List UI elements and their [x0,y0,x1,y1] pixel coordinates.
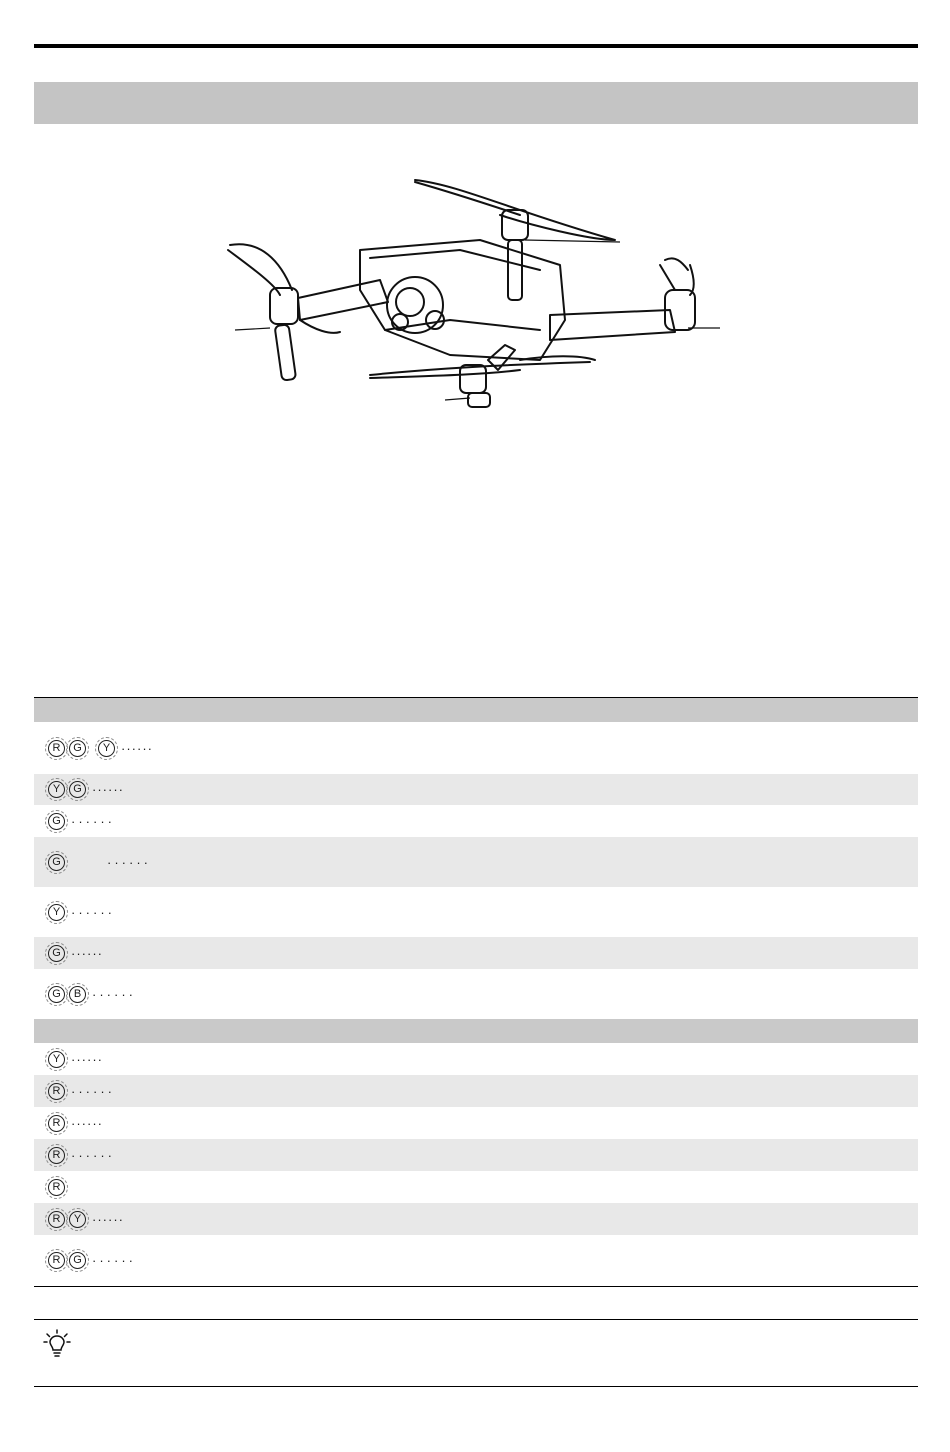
led-indicator-icon: R [48,740,65,757]
led-dots: ······ [92,1252,136,1268]
led-status-table [34,697,918,1285]
led-dots: ······ [71,945,103,961]
led-dots: ······ [92,782,124,797]
led-dots: ······ [71,904,115,920]
normal-states-header [34,698,918,722]
led-dots: ······ [92,1211,124,1227]
lightbulb-icon [42,1328,72,1358]
led-dots: ······ [71,1051,103,1067]
top-rule [34,44,918,48]
led-indicator-icon: G [48,854,65,871]
led-dots: ······ [71,813,115,829]
led-indicator-icon: R [48,1083,65,1100]
table-row [34,837,918,887]
table-row [34,1171,918,1203]
table-row [34,887,918,937]
table-row [34,1075,918,1107]
led-indicator-icon: R [48,1179,65,1196]
table-row [34,774,918,805]
divider [34,1319,918,1320]
led-indicator-icon: R [48,1115,65,1132]
led-dots: ······ [121,740,153,756]
led-indicator-icon: R [48,1211,65,1228]
table-row [34,1139,918,1171]
led-indicator-icon: Y [69,1211,86,1228]
led-indicator-icon: G [69,781,86,798]
led-indicator-icon: G [48,813,65,830]
led-indicator-icon: Y [48,904,65,921]
led-dots: ······ [92,986,136,1002]
divider [34,1386,918,1387]
led-indicator-icon: Y [48,1051,65,1068]
table-row [34,1043,918,1075]
led-dots: ······ [71,1147,115,1163]
warning-states-header [34,1019,918,1043]
led-indicator-icon: G [69,1252,86,1269]
divider [34,1286,918,1287]
table-row [34,805,918,837]
led-indicator-icon: Y [48,781,65,798]
led-dots: ······ [71,1083,115,1099]
led-indicator-icon: G [48,945,65,962]
led-dots: ······ [107,854,151,870]
table-row [34,937,918,969]
led-indicator-icon: B [69,986,86,1003]
led-indicator-icon: G [69,740,86,757]
led-indicator-icon: Y [98,740,115,757]
led-indicator-icon: R [48,1147,65,1164]
table-row [34,1107,918,1139]
section-title-band [34,82,918,124]
led-indicator-icon: G [48,986,65,1003]
aircraft-illustration [220,170,740,420]
led-indicator-icon: R [48,1252,65,1269]
table-row [34,1235,918,1285]
table-row [34,722,918,774]
table-row [34,1203,918,1235]
table-row [34,969,918,1019]
led-dots: ······ [71,1115,103,1131]
